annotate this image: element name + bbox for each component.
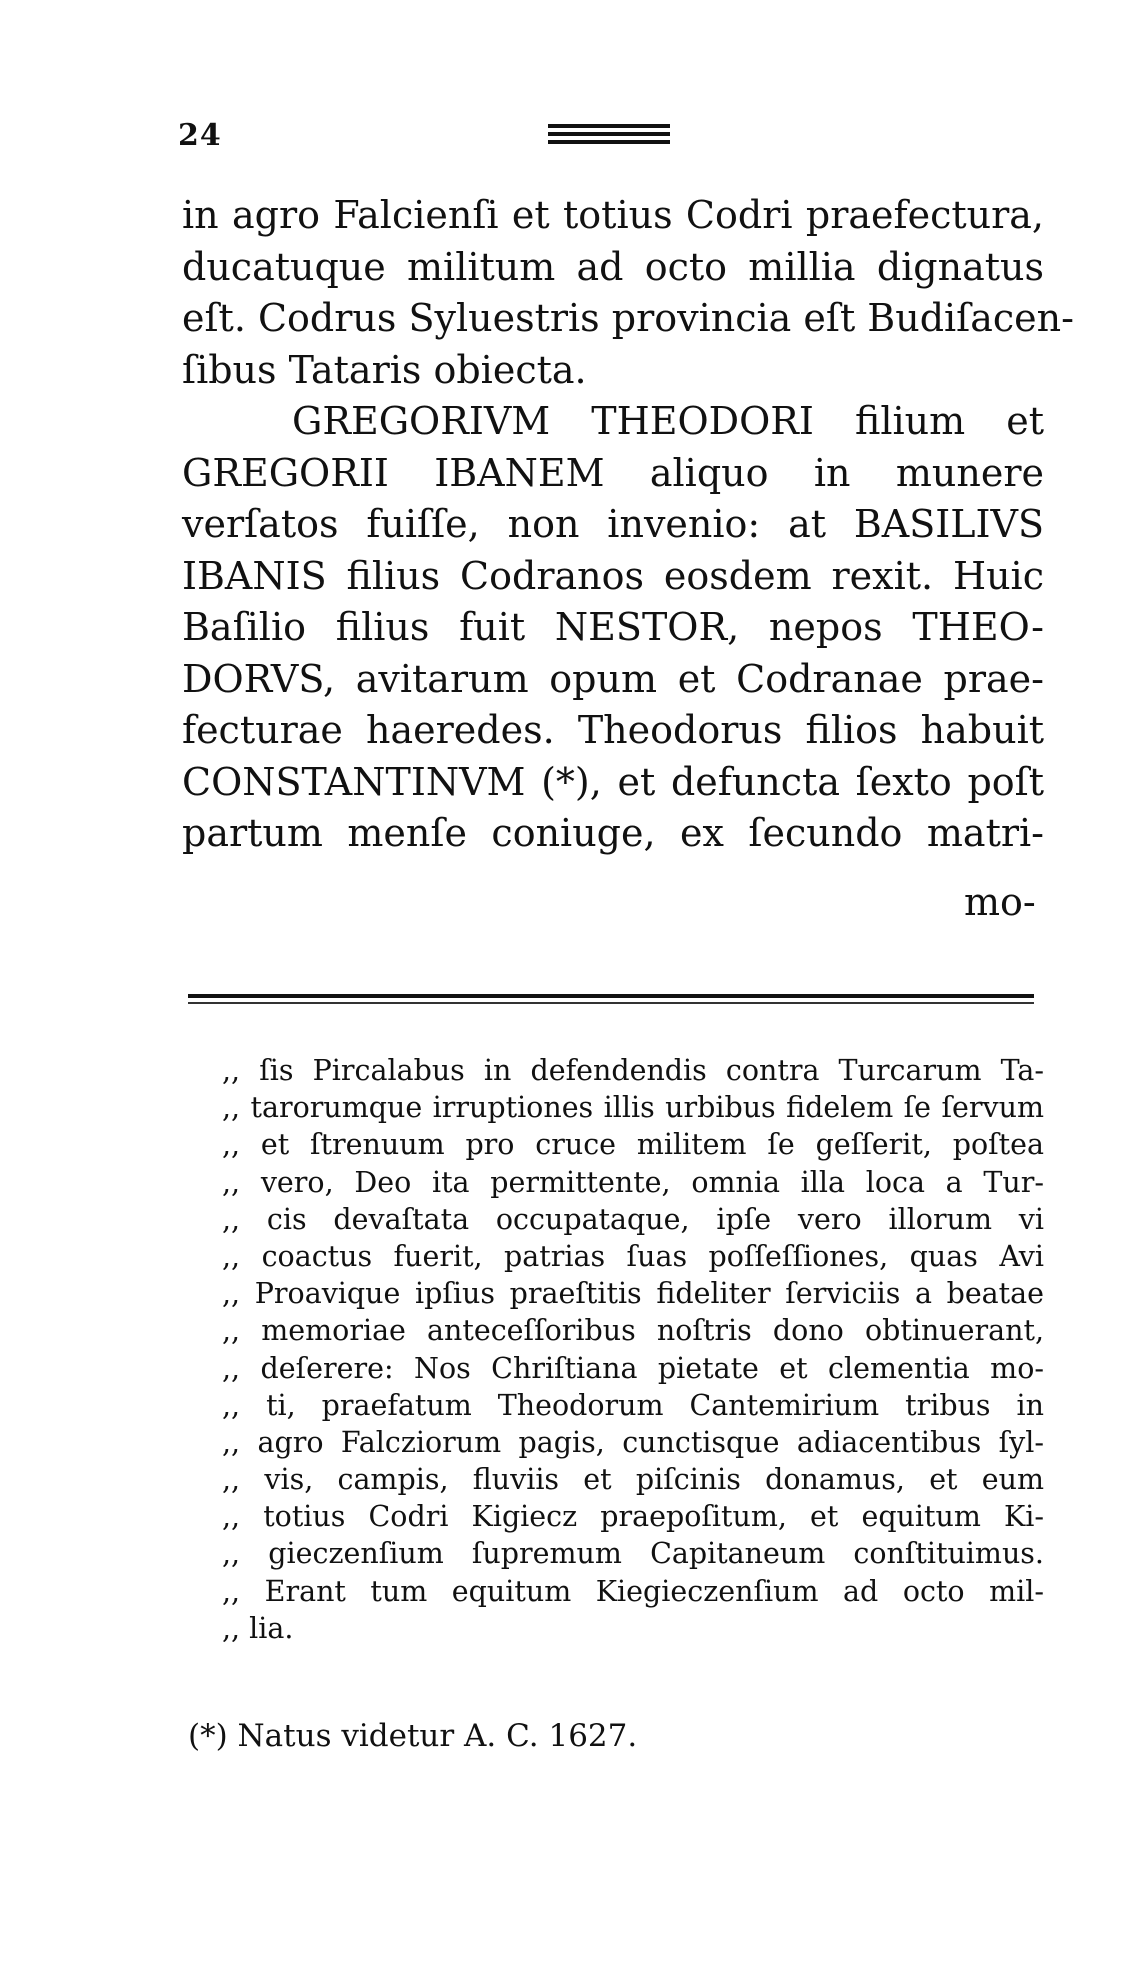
catchword: mo-: [964, 880, 1036, 924]
footnote-line: ,, coactus fuerit, patrias ſuas poſſeſſiones, quas Avi: [222, 1239, 1044, 1273]
text-line: GREGORIVM THEODORI filium et: [292, 399, 1044, 443]
footnote-line: ,, agro Falcziorum pagis, cunctisque adiacentibus ſyl-: [222, 1425, 1044, 1459]
footnote-separator-rule-thin: [188, 1002, 1034, 1004]
footnote-line: ,, gieczenſium ſupremum Capitaneum conſtituimus.: [222, 1537, 1044, 1571]
footnote-quotation: [222, 1052, 1044, 1647]
text-line: eſt. Codrus Syluestris provincia eſt Budiſacen-: [182, 296, 1074, 340]
footnote-line: ,, ti, praefatum Theodorum Cantemirium tribus in: [222, 1388, 1044, 1422]
text-line: DORVS, avitarum opum et Codranae prae-: [182, 656, 1044, 701]
text-line: Baſilio filius fuit NESTOR, nepos THEO-: [182, 605, 1044, 649]
text-line: partum menſe coniuge, ex ſecundo matri-: [182, 811, 1044, 855]
footnote-line: ,, totius Codri Kigiecz praepoſitum, et equitum Ki-: [222, 1500, 1044, 1534]
text-line: in agro Falcienſi et totius Codri praefectura,: [182, 193, 1044, 237]
text-line: verſatos fuiſſe, non invenio: at BASILIVS: [182, 502, 1044, 546]
footnote-line: ,, tarorumque irruptiones illis urbibus fidelem ſe ſervum: [222, 1091, 1044, 1125]
header-ornament-rule: [548, 124, 670, 148]
text-line: IBANIS filius Codranos eosdem rexit. Huic: [182, 553, 1044, 598]
footnote-line: ,, lia.: [222, 1611, 294, 1645]
footnote-separator-rule: [188, 994, 1034, 998]
text-line: CONSTANTINVM (*), et defuncta ſexto poſt: [182, 759, 1044, 804]
text-line: GREGORII IBANEM aliquo in munere: [182, 450, 1044, 495]
footnote-line: ,, vero, Deo ita permittente, omnia illa loca a Tur-: [222, 1165, 1044, 1199]
footnote-asterisk: (*) Natus videtur A. C. 1627.: [188, 1718, 638, 1754]
main-text-body: [182, 190, 1074, 860]
footnote-line: ,, memoriae anteceſſoribus noſtris dono obtinuerant,: [222, 1314, 1044, 1348]
footnote-line: ,, Erant tum equitum Kiegieczenſium ad octo mil-: [222, 1574, 1044, 1608]
footnote-line: ,, Proavique ipſius praeſtitis fideliter ſerviciis a beatae: [222, 1277, 1044, 1311]
footnote-line: ,, cis devaſtata occupataque, ipſe vero illorum vi: [222, 1202, 1044, 1236]
text-line: fecturae haeredes. Theodorus filios habuit: [182, 708, 1044, 752]
footnote-line: ,, vis, campis, fluviis et piſcinis donamus, et eum: [222, 1463, 1044, 1497]
page-number: 24: [178, 118, 222, 153]
text-line: ducatuque militum ad octo millia dignatus: [182, 244, 1044, 289]
text-line: ſibus Tataris obiecta.: [182, 347, 587, 392]
footnote-line: ,, deſerere: Nos Chriſtiana pietate et clementia mo-: [222, 1351, 1044, 1385]
footnote-line: ,, ſis Pircalabus in defendendis contra Turcarum Ta-: [222, 1054, 1044, 1087]
footnote-line: ,, et ſtrenuum pro cruce militem ſe geſſerit, poſtea: [222, 1128, 1044, 1162]
